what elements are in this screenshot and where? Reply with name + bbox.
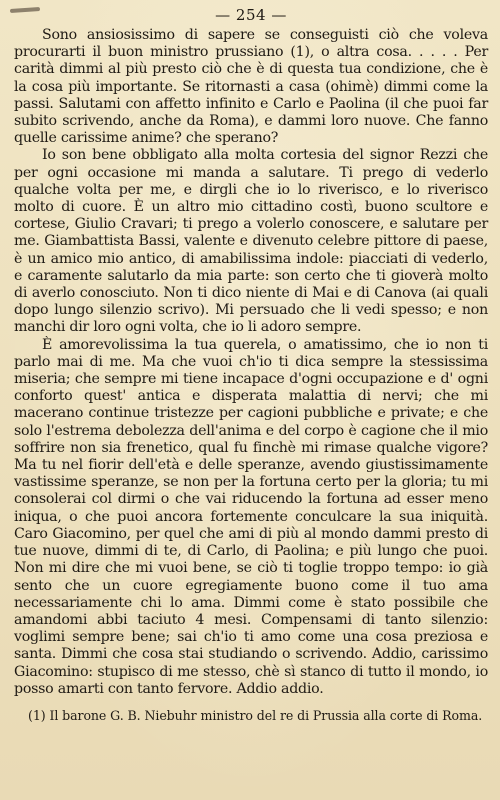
page-number: — 254 — — [215, 6, 287, 24]
paragraph-2: Io son bene obbligato alla molta cortesia del signor Rezzi che per ogni occasione mi manda a salutare. Ti prego di vederlo qualche volta per me, e dirgli che io lo riverisco, e lo riverisco molto di cuore. È un altro mio cittadino costì, buono scultore e cortese, Giulio Cravari; ti prego a volerlo conoscere, e salutare per me. Giambattista Bassi, valente e divenuto celebre pittore di paese, è un amico mio antico, di amabilissima indole: piacciati di vederlo, e caramente salutarlo da mia parte: son certo che ti gioverà molto di averlo conosciuto. Non ti dico niente di Mai e di Canova (ai quali dopo lungo silenzio scrivo). Mi persuado che li vedi spesso; e non manchi dir loro ogni volta, che io li adoro sempre. — [14, 147, 488, 336]
footnote: (1) Il barone G. B. Niebuhr ministro del re di Prussia alla corte di Roma. — [28, 707, 483, 723]
paragraph-3: È amorevolissima la tua querela, o amatissimo, che io non ti parlo mai di me. Ma che vuoi ch'io ti dica sempre la stessissima miseria; che sempre mi tiene incapace d'ogni occupazione e d' ogni conforto quest' antica e disperata malattia di nervi; che mi macerano continue tristezze per cagioni pubbliche e private; e che solo l'estrema debolezza dell'anima e del corpo è cagione che il mio soffrire non sia frenetico, qual fu finchè mi rimase qualche vigore? Ma tu nel fiorir dell'età e delle speranze, avendo giustissimamente vastissime speranze, se non per la fortuna certo per la gloria; tu mi consolerai col dirmi o che vai riducendo la fortuna ad esser meno iniqua, o che puoi ancora fortemente conculcare la sua iniquità. Caro Giacomino, per quel che ami di più al mondo dammi presto di tue nuove, dimmi di te, di Carlo, di Paolina; e più lungo che puoi. Non mi dire che mi vuoi bene, se ciò ti toglie troppo tempo: io già sento che un cuore egregiamente buono come il tuo ama necessariamente chi lo ama. Dimmi come è stato possibile che amandomi abbi taciuto 4 mesi. Compensami di tanto silenzio: voglimi sempre bene; sai ch'io ti amo come una cosa preziosa e santa. Dimmi che cosa stai studiando o scrivendo. Addio, carissimo Giacomino: stupisco di me stesso, chè sì stanco di tutto il mondo, io posso amarti con tanto fervore. Addio addio. — [14, 336, 488, 697]
paragraph-1: Sono ansiosissimo di sapere se conseguisti ciò che voleva procurarti il buon ministro prussiano (1), o altra cosa. . . . . Per carità dimmi al più presto ciò che è di questa tua condizione, che è la cosa più importante. Se ritornasti a casa (ohimè) dimmi come la passi. Salutami con affetto infinito e Carlo e Paolina (il che puoi far subito scrivendo, anche da Roma), e dammi loro nuove. Che fanno quelle carissime anime? che sperano? — [14, 27, 488, 147]
